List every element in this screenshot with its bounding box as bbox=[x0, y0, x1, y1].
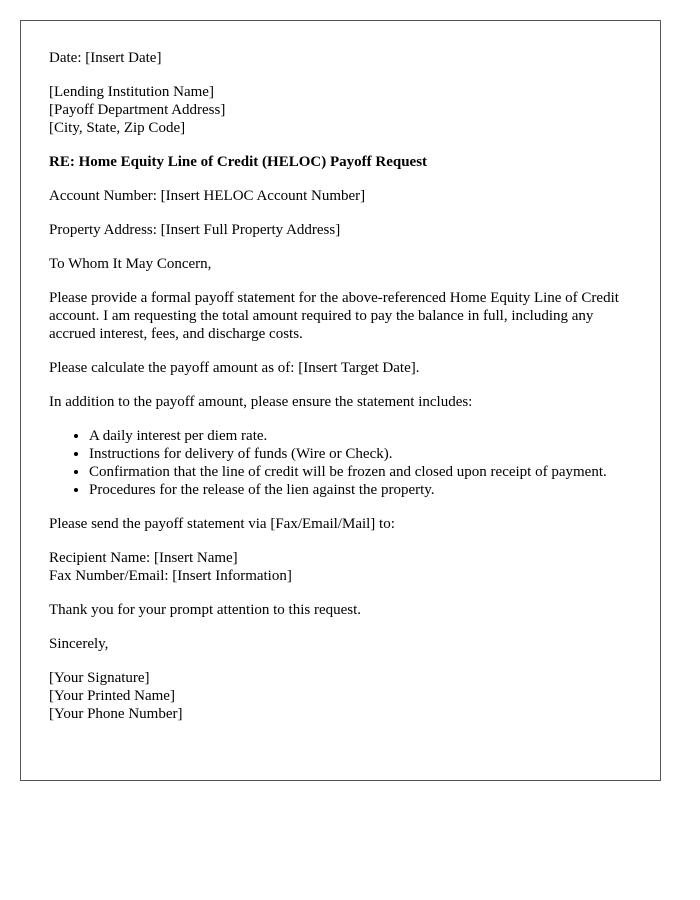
list-item: • Procedures for the release of the lien against the property. bbox=[89, 481, 632, 499]
salutation: To Whom It May Concern, bbox=[49, 256, 212, 272]
list-item: • Instructions for delivery of funds (Wire or Check). bbox=[89, 445, 632, 463]
signature-line: [Your Signature] bbox=[49, 670, 150, 686]
body-paragraph-request: Please provide a formal payoff statement for the above-referenced Home Equity Line of Credit account. I am requesting the total amount required to pay the balance in full, including any accrued interest, fees, and discharge costs. bbox=[49, 290, 619, 342]
list-item: • Confirmation that the line of credit will be frozen and closed upon receipt of payment. bbox=[89, 463, 632, 481]
list-item: • A daily interest per diem rate. bbox=[89, 427, 632, 445]
account-number-line: Account Number: [Insert HELOC Account Number] bbox=[49, 188, 366, 204]
subject-line: RE: Home Equity Line of Credit (HELOC) Payoff Request bbox=[49, 154, 428, 170]
sign-off: Sincerely, bbox=[49, 636, 109, 652]
body-paragraph-includes: In addition to the payoff amount, please ensure the statement includes: bbox=[49, 394, 473, 410]
letter-page bbox=[20, 20, 661, 781]
contact-line: Fax Number/Email: [Insert Information] bbox=[49, 568, 292, 584]
signature-block bbox=[49, 669, 632, 723]
body-paragraph-date: Please calculate the payoff amount as of: [Insert Target Date]. bbox=[49, 360, 420, 376]
recipient-line: [Payoff Department Address] bbox=[49, 102, 226, 118]
contact-block bbox=[49, 549, 632, 585]
property-address-line: Property Address: [Insert Full Property Address] bbox=[49, 222, 341, 238]
contact-line: Recipient Name: [Insert Name] bbox=[49, 550, 238, 566]
signature-line: [Your Printed Name] bbox=[49, 688, 175, 704]
recipient-address-block bbox=[49, 83, 632, 137]
recipient-line: [Lending Institution Name] bbox=[49, 84, 214, 100]
recipient-line: [City, State, Zip Code] bbox=[49, 120, 186, 136]
signature-line: [Your Phone Number] bbox=[49, 706, 183, 722]
date-line: Date: [Insert Date] bbox=[49, 50, 162, 66]
closing-text: Thank you for your prompt attention to this request. bbox=[49, 602, 362, 618]
requirements-list bbox=[49, 427, 632, 499]
body-paragraph-delivery: Please send the payoff statement via [Fax/Email/Mail] to: bbox=[49, 516, 395, 532]
